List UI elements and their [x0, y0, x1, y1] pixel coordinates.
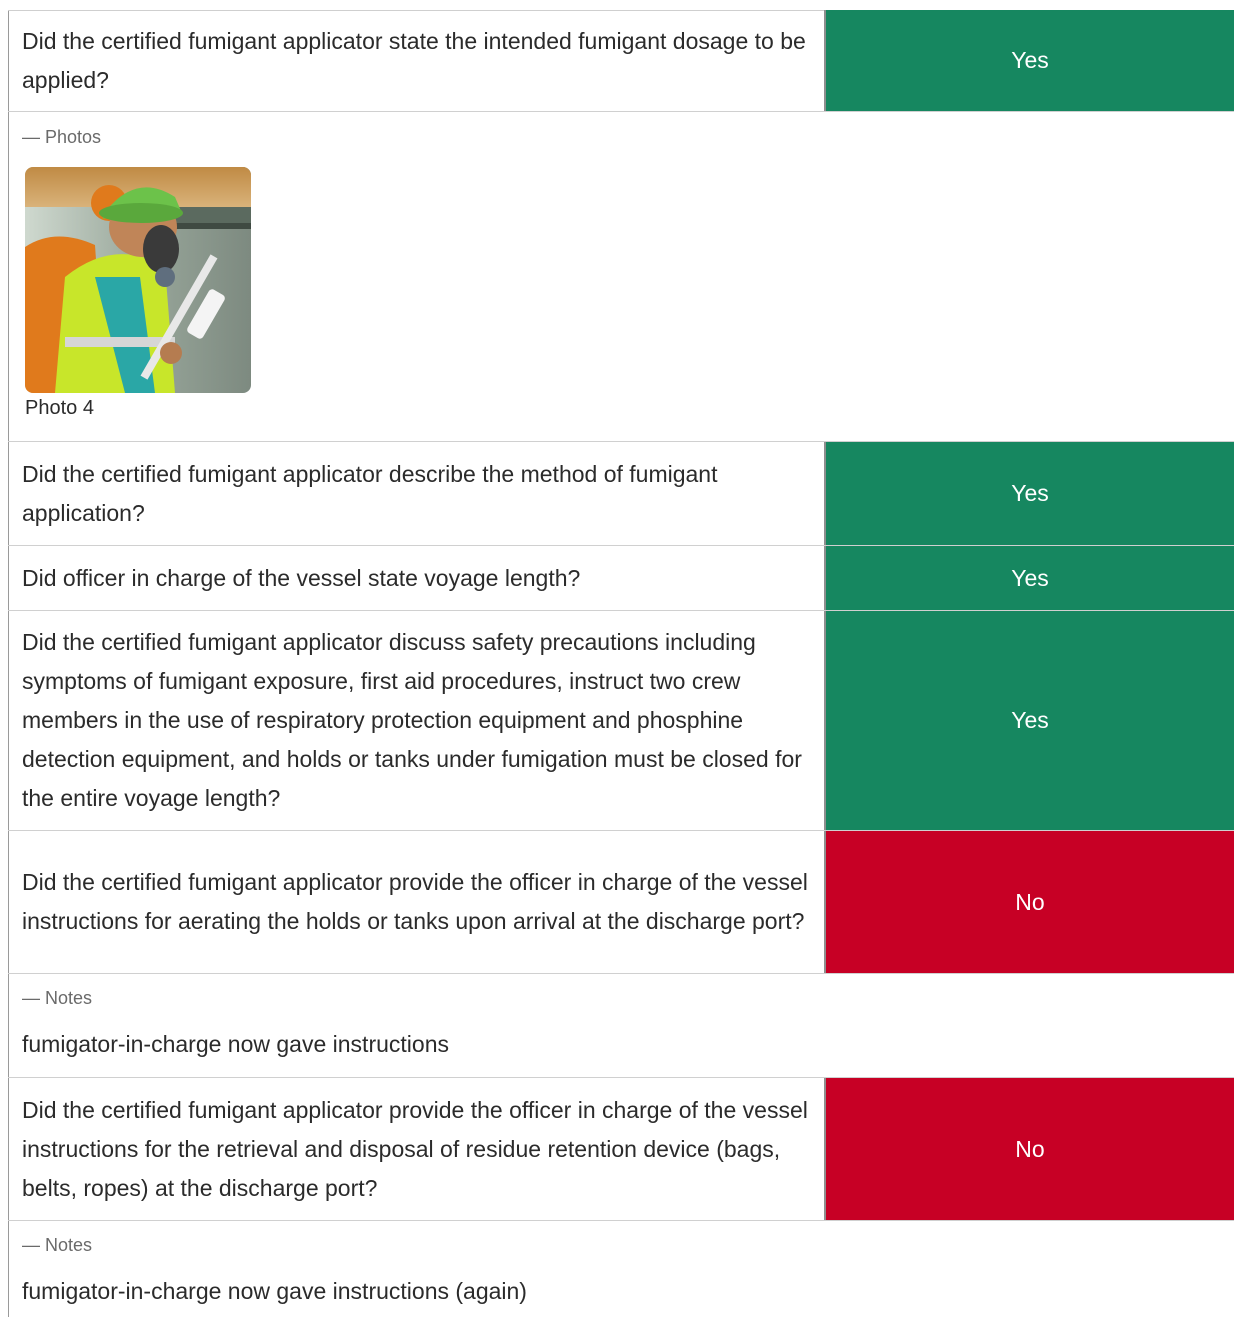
note-text: fumigator-in-charge now gave instructions	[22, 1031, 449, 1057]
photos-section-label: — Photos	[22, 127, 102, 147]
question-text: Did the certified fumigant applicator provide the officer in charge of the vessel instructions for the retrieval and disposal of residue retention device (bags, belts, ropes) at the discharge port?	[22, 1096, 808, 1201]
question-text: Did officer in charge of the vessel state voyage length?	[22, 564, 581, 591]
photo-caption: Photo 4	[25, 397, 94, 419]
question-row-voyage-length	[8, 546, 1234, 611]
question-text: Did the certified fumigant applicator provide the officer in charge of the vessel instructions for aerating the holds or tanks upon arrival at the discharge port?	[22, 869, 808, 934]
question-text: Did the certified fumigant applicator state the intended fumigant dosage to be applied?	[22, 27, 806, 93]
answer-badge-no[interactable]: No	[826, 831, 1234, 973]
answer-badge-yes[interactable]: Yes	[826, 10, 1234, 111]
notes-section-label: — Notes	[22, 988, 93, 1008]
question-row-aeration	[8, 831, 1234, 974]
question-row-residue-retention	[8, 1078, 1234, 1221]
note-text: fumigator-in-charge now gave instructions (again)	[22, 1278, 527, 1304]
question-row-safety-precautions	[8, 611, 1234, 831]
answer-badge-yes[interactable]: Yes	[826, 546, 1234, 610]
answer-badge-yes[interactable]: Yes	[826, 442, 1234, 545]
question-row-method	[8, 442, 1234, 546]
answer-badge-yes[interactable]: Yes	[826, 611, 1234, 830]
answer-badge-no[interactable]: No	[826, 1078, 1234, 1220]
question-text: Did the certified fumigant applicator describe the method of fumigant application?	[22, 460, 718, 526]
question-row-dosage	[8, 10, 1234, 112]
question-text: Did the certified fumigant applicator discuss safety precautions including symptoms of fumigant exposure, first aid procedures, instruct two crew members in the use of respiratory protection equipment and phosphine detection equipment, and holds or tanks under fumigation must be closed for the entire voyage length?	[22, 629, 802, 811]
notes-section-label: — Notes	[22, 1235, 93, 1255]
fumigation-worker-photo-image	[25, 167, 251, 393]
inspection-photo[interactable]	[25, 167, 251, 393]
